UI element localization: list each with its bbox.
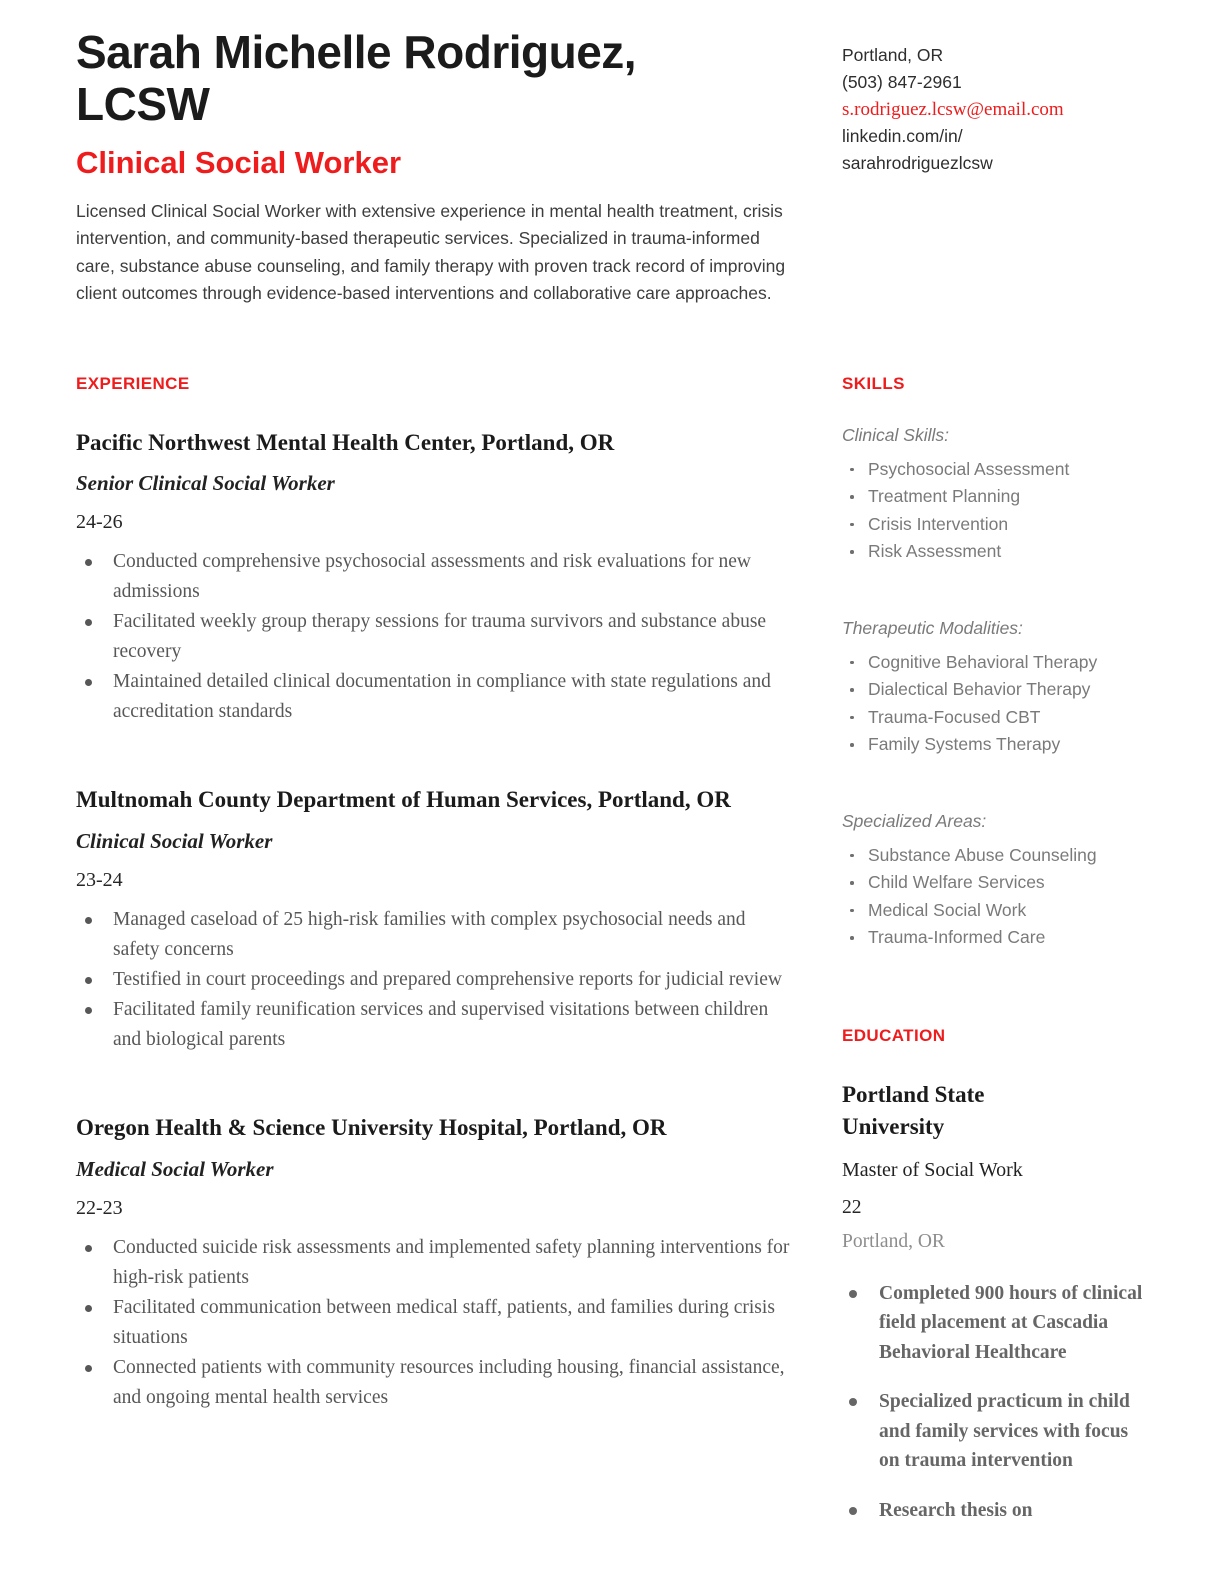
contact-linkedin-line2: sarahrodriguezlcsw [842,153,993,173]
experience-bullet: Connected patients with community resources including housing, financial assistance, and ongoing mental health services [76,1353,790,1413]
skill-item: Risk Assessment [842,538,1148,566]
education-bullet: Completed 900 hours of clinical field placement at Cascadia Behavioral Healthcare [842,1279,1148,1368]
skill-item: Medical Social Work [842,897,1148,925]
skill-group [842,618,1148,759]
role-title: Senior Clinical Social Worker [76,471,335,496]
date-range: 24-26 [76,511,123,534]
contact-phone: (503) 847-2961 [842,72,962,92]
skill-group-label: Clinical Skills: [842,424,949,445]
education-heading: EDUCATION [842,1025,946,1045]
skill-item: Family Systems Therapy [842,731,1148,759]
skill-item: Child Welfare Services [842,869,1148,897]
skill-item: Dialectical Behavior Therapy [842,676,1148,704]
skill-group [842,425,1148,566]
professional-summary: Licensed Clinical Social Worker with extensive experience in mental health treatment, crisis intervention, and community-based therapeutic services. Specialized in trauma-informed care, substance abuse counseling, and family therapy with proven track record of improving client outcomes through evidence-based interventions and collaborative care approaches. [76,200,786,304]
skill-item: Crisis Intervention [842,511,1148,539]
skill-group [842,811,1148,952]
header-block [76,26,790,308]
company-name: Pacific Northwest Mental Health Center, Portland, OR [76,429,615,455]
experience-bullet: Maintained detailed clinical documentation in compliance with state regulations and accreditation standards [76,667,790,727]
experience-bullet: Conducted comprehensive psychosocial assessments and risk evaluations for new admissions [76,547,790,607]
degree-name: Master of Social Work [842,1158,1023,1181]
contact-location: Portland, OR [842,45,944,65]
company-name: Multnomah County Department of Human Services, Portland, OR [76,787,731,813]
contact-linkedin [842,123,1148,177]
skill-item: Trauma-Focused CBT [842,704,1148,732]
sidebar [842,374,1148,1546]
experience-bullet: Conducted suicide risk assessments and implemented safety planning interventions for high-risk patients [76,1233,790,1293]
experience-section [76,374,790,1546]
contact-email-link[interactable]: s.rodriguez.lcsw@email.com [842,99,1064,120]
date-range: 22-23 [76,1196,123,1219]
skill-item: Substance Abuse Counseling [842,842,1148,870]
school-location: Portland, OR [842,1230,945,1252]
skill-item: Psychosocial Assessment [842,456,1148,484]
skill-item: Treatment Planning [842,483,1148,511]
experience-jobs [76,426,790,1413]
skill-group-label: Specialized Areas: [842,810,987,831]
job-headline: Clinical Social Worker [76,144,402,180]
company-name: Oregon Health & Science University Hospital, Portland, OR [76,1115,667,1141]
skill-item-list [842,456,1148,566]
experience-bullet: Managed caseload of 25 high-risk families with complex psychosocial needs and safety concerns [76,905,790,965]
contact-block [842,26,1148,308]
skill-item-list [842,842,1148,952]
experience-heading: EXPERIENCE [76,373,190,393]
experience-bullet-list [76,547,790,727]
skill-item: Cognitive Behavioral Therapy [842,649,1148,677]
date-range: 23-24 [76,869,123,892]
education-bullet: Research thesis on [842,1496,1148,1526]
education-bullets [842,1279,1148,1526]
experience-bullet: Facilitated communication between medical staff, patients, and families during crisis situations [76,1293,790,1353]
school-name: Portland State University [842,1081,985,1140]
experience-bullet-list [76,1233,790,1413]
experience-bullet: Facilitated family reunification services and supervised visitations between children and biological parents [76,995,790,1055]
contact-linkedin-line1: linkedin.com/in/ [842,126,963,146]
graduation-year: 22 [842,1196,862,1218]
experience-entry [76,426,790,728]
skill-group-label: Therapeutic Modalities: [842,617,1023,638]
experience-entry [76,1111,790,1413]
skill-item: Trauma-Informed Care [842,924,1148,952]
role-title: Medical Social Worker [76,1156,274,1181]
experience-bullet: Testified in court proceedings and prepared comprehensive reports for judicial review [76,965,790,995]
person-name: Sarah Michelle Rodriguez, LCSW [76,26,637,131]
experience-bullet: Facilitated weekly group therapy sessions for trauma survivors and substance abuse recovery [76,607,790,667]
role-title: Clinical Social Worker [76,828,273,853]
education-section [842,1026,1148,1526]
experience-bullet-list [76,905,790,1055]
skill-item-list [842,649,1148,759]
education-bullet: Specialized practicum in child and family services with focus on trauma intervention [842,1387,1148,1476]
skills-groups [842,425,1148,952]
experience-entry [76,783,790,1055]
skills-heading: SKILLS [842,373,905,393]
